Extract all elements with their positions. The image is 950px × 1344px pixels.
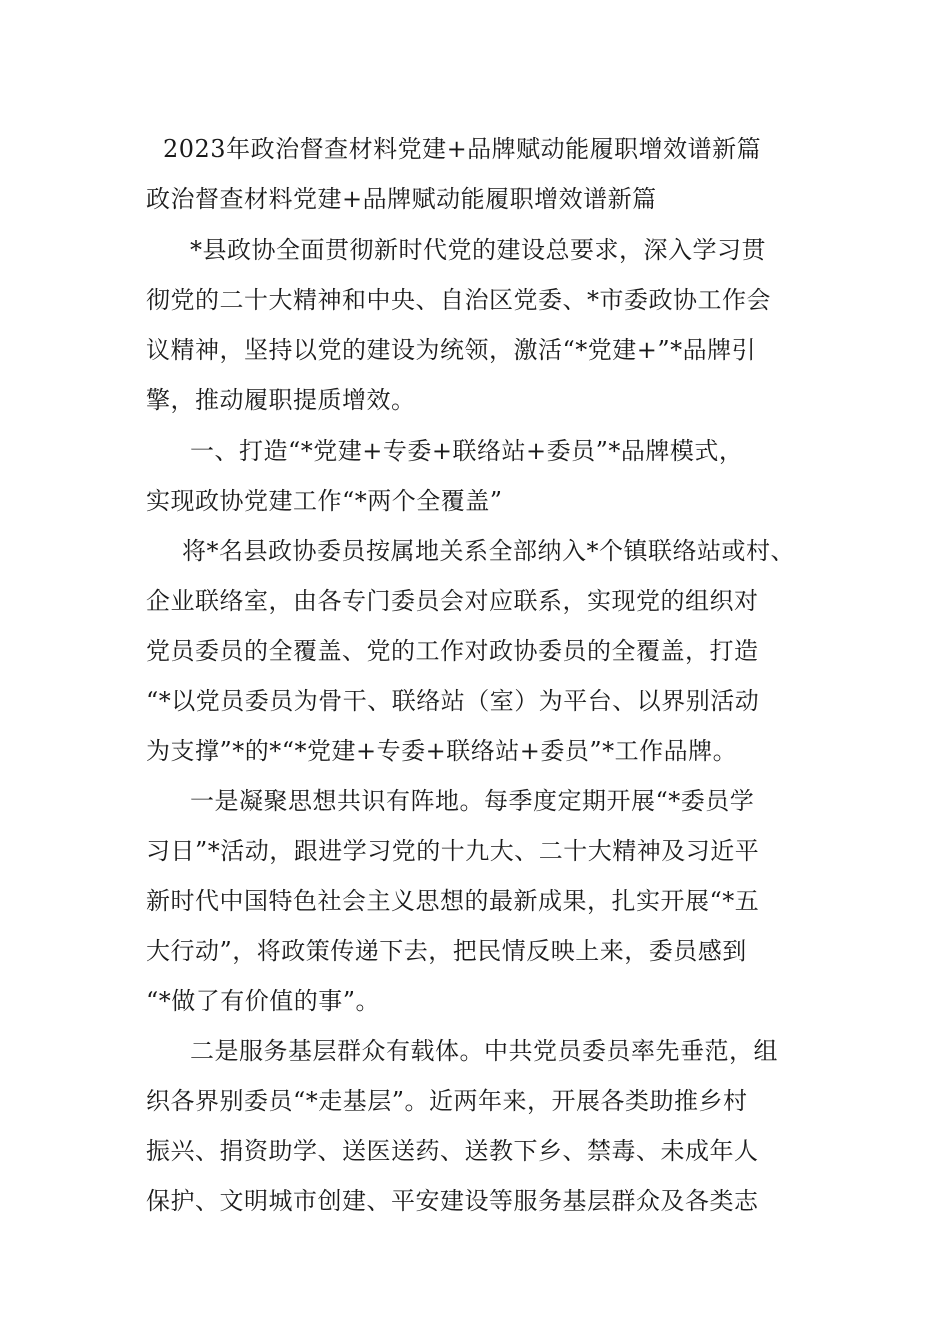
paragraph-line: 擎，推动履职提质增效。 bbox=[146, 386, 416, 414]
paragraph-line: 习日”*活动，跟进学习党的十九大、二十大精神及习近平 bbox=[146, 837, 760, 865]
paragraph-line: “*做了有价值的事”。 bbox=[146, 987, 381, 1015]
document-title: 2023年政治督查材料党建+品牌赋动能履职增效谱新篇 bbox=[163, 135, 762, 163]
paragraph-line: 彻党的二十大精神和中央、自治区党委、*市委政协工作会 bbox=[146, 286, 771, 314]
paragraph-line: 将*名县政协委员按属地关系全部纳入*个镇联络站或村、 bbox=[182, 537, 795, 565]
paragraph-line: 新时代中国特色社会主义思想的最新成果，扎实开展“*五 bbox=[146, 887, 760, 915]
section-heading-line: 实现政协党建工作“*两个全覆盖” bbox=[146, 487, 503, 515]
paragraph-line: 振兴、捐资助学、送医送药、送教下乡、禁毒、未成年人 bbox=[146, 1137, 759, 1165]
section-heading-line: 一、打造“*党建+专委+联络站+委员”*品牌模式， bbox=[190, 437, 744, 465]
paragraph-line: 议精神，坚持以党的建设为统领，激活“*党建+”*品牌引 bbox=[146, 336, 757, 364]
paragraph-line: *县政协全面贯彻新时代党的建设总要求，深入学习贯 bbox=[190, 236, 766, 264]
paragraph-line: 一是凝聚思想共识有阵地。每季度定期开展“*委员学 bbox=[190, 787, 755, 815]
paragraph-line: 企业联络室，由各专门委员会对应联系，实现党的组织对 bbox=[146, 587, 759, 615]
paragraph-line: “*以党员委员为骨干、联络站（室）为平台、以界别活动 bbox=[146, 687, 760, 715]
paragraph-line: 织各界别委员“*走基层”。近两年来，开展各类助推乡村 bbox=[146, 1087, 748, 1115]
paragraph-line: 党员委员的全覆盖、党的工作对政协委员的全覆盖，打造 bbox=[146, 637, 759, 665]
paragraph-line: 为支撑”*的*“*党建+专委+联络站+委员”*工作品牌。 bbox=[146, 737, 738, 765]
document-subtitle: 政治督查材料党建+品牌赋动能履职增效谱新篇 bbox=[146, 185, 657, 213]
paragraph-line: 二是服务基层群众有载体。中共党员委员率先垂范，组 bbox=[190, 1037, 778, 1065]
paragraph-line: 大行动”，将政策传递下去，把民情反映上来，委员感到 bbox=[146, 937, 747, 965]
paragraph-line: 保护、文明城市创建、平安建设等服务基层群众及各类志 bbox=[146, 1187, 759, 1215]
